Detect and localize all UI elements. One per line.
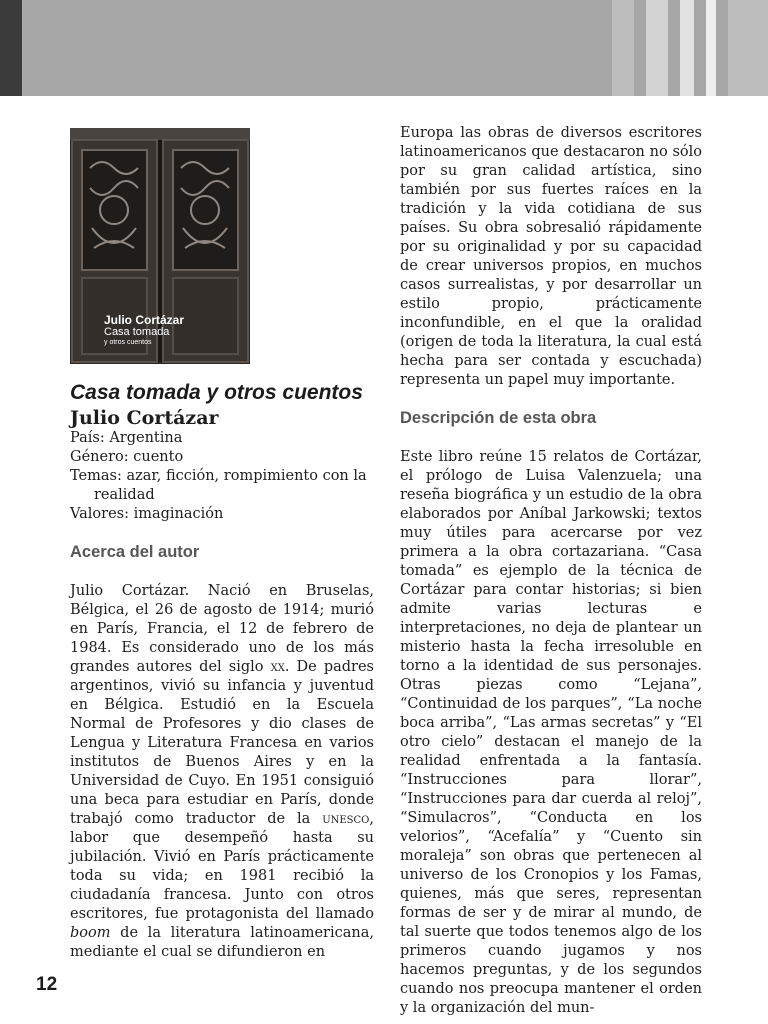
left-column [70, 380, 374, 962]
meta-pais: País: Argentina [70, 430, 183, 446]
meta-valores: Valores: imaginación [70, 506, 224, 522]
book-cover-image [70, 128, 250, 364]
bio-boom: boom [70, 925, 111, 941]
header-dark-tab [0, 0, 22, 96]
author-section-heading: Acerca del autor [70, 543, 200, 561]
bio-text: Julio Cortázar. Nació en Bruselas, Bélgica, el 26 de agosto de 1914; murió en París, Francia, el 12 de febrero de 1984. Es considerado uno de los más grandes autores del siglo [70, 583, 374, 675]
cover-text [104, 314, 184, 347]
meta-temas: Temas: azar, ficción, rompimiento con la [70, 468, 367, 484]
header-band [0, 0, 768, 96]
header-stripe [680, 0, 694, 96]
header-stripe [646, 0, 668, 96]
meta-temas-continued: realidad [94, 487, 155, 503]
book-metadata [70, 429, 374, 524]
book-author: Julio Cortázar [70, 407, 219, 429]
author-bio-paragraph [70, 582, 374, 962]
book-title: Casa tomada y otros cuentos [70, 381, 363, 404]
header-stripe [728, 0, 768, 96]
page-number: 12 [36, 974, 58, 995]
header-stripe [612, 0, 634, 96]
cover-author: Julio Cortázar [104, 313, 185, 327]
bio-text: de la literatura latinoamericana, mediante el cual se difundieron en [70, 925, 374, 960]
bio-unesco: unesco [322, 811, 370, 827]
bio-century: xx [270, 659, 285, 675]
right-column [400, 124, 702, 1018]
cover-subtitle: y otros cuentos [104, 339, 152, 346]
author-bio-continuation: Europa las obras de diversos escritores latinoamericanos que destacaron no sólo por su gran calidad artística, sino también por sus fuertes raíces en la tradición y la vida cotidiana de sus países. Su obra sobresalió rápidamente por su originalidad y por su capacidad de crear universos propios, en muchos casos surrealistas, y por desarrollar un estilo propio, prácticamente inconfundible, en el que la oralidad (origen de toda la literatura, la cual está hecha para ser contada y escuchada) representa un papel muy importante. [400, 125, 702, 388]
bio-text: , labor que desempeñó hasta su jubilación. Vivió en París prácticamente toda su vida; en 1981 recibió la ciudadanía francesa. Junto con otros escritores, fue protagonista del llamado [70, 811, 374, 922]
meta-genero: Género: cuento [70, 449, 184, 465]
cover-title: Casa tomada [104, 326, 170, 338]
bio-text: . De padres argentinos, vivió su infancia y juventud en Bélgica. Estudió en la Escuela Normal de Profesores y dio clases de Lengua y Literatura Francesa en varios institutos de Buenos Aires y en la Universidad de Cuyo. En 1951 consiguió una beca para estudiar en París, donde trabajó como traductor de la [70, 659, 374, 827]
header-stripe [706, 0, 716, 96]
description-paragraph: Este libro reúne 15 relatos de Cortázar, el prólogo de Luisa Valenzuela; una reseña biográfica y un estudio de la obra elaborados por Aníbal Jarkowski; textos muy útiles para acercarse por vez primera a la obra cortazariana. “Casa tomada” es ejemplo de la técnica de Cortázar para contar historias; si bien admite varias lecturas e interpretaciones, no deja de plantear un misterio hasta la fecha irresoluble en torno a la identidad de sus personajes. Otras piezas como “Lejana”, “Continuidad de los parques”, “La noche boca arriba”, “Las armas secretas” y “El otro cielo” destacan el manejo de la realidad enfrentada a la fantasía. “Instrucciones para llorar”, “Instrucciones para dar cuerda al reloj”, “Simulacros”, “Conducta en los velorios”, “Acefalía” y “Cuento sin moraleja” son obras que pertenecen al universo de los Cronopios y los Famas, quienes, más que seres, representan formas de ser y de mirar al mundo, de tal suerte que todos tenemos algo de los primeros cuando jugamos y nos hacemos preguntas, y de los segundos cuando nos preocupa mantener el orden y la organización del mun- [400, 449, 702, 1016]
description-heading: Descripción de esta obra [400, 409, 597, 427]
